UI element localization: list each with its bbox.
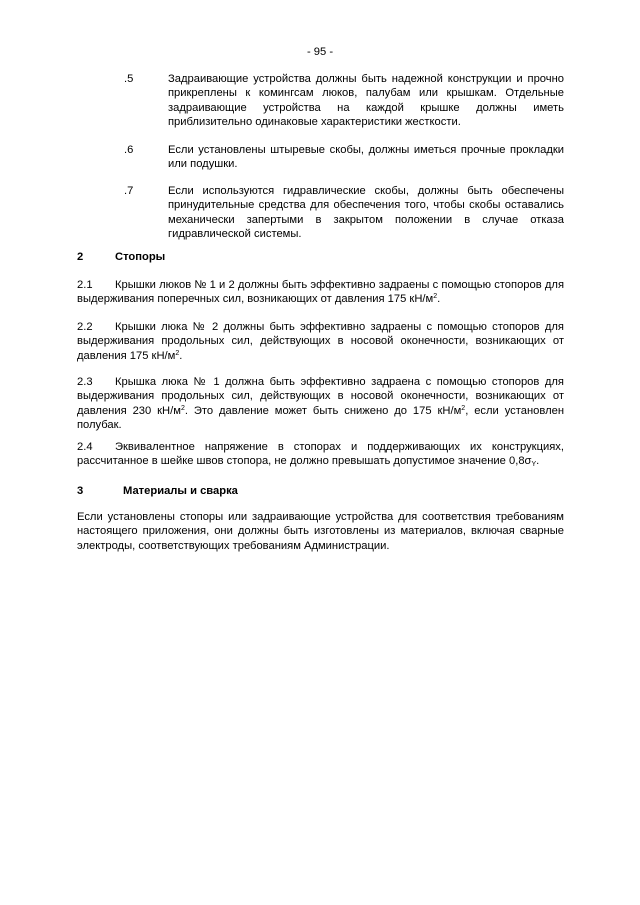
list-item-text: Задраивающие устройства должны быть надежной конструкции и прочно прикреплены к комингсам люков, палубам или крышкам. Отдельные задраивающие устройства на каждой крышке должны иметь приблизительно одинаковые характеристики жесткости.: [168, 73, 564, 128]
paragraph-mid: . Это давление может быть снижено до 175 кН/м: [184, 404, 462, 417]
superscript: 2: [180, 404, 185, 412]
section-number: 3: [77, 485, 84, 497]
paragraph-text: Крышка люка № 1 должна быть эффективно задраена с помощью стопоров для выдерживания продольных сил, действующих в носовой оконечности, возникающих от давления 230 кН/м: [77, 376, 564, 417]
superscript: 2: [461, 404, 466, 412]
paragraph-number: 2.1: [77, 279, 93, 291]
paragraph-number: 2.4: [77, 441, 93, 453]
paragraph: [77, 440, 564, 469]
paragraph-tail: .: [536, 455, 540, 468]
section-number: 2: [77, 251, 84, 263]
superscript: 2: [433, 293, 438, 301]
paragraph-number: 2.2: [77, 321, 93, 333]
paragraph-tail: .: [437, 293, 441, 306]
list-item-number: .7: [124, 185, 134, 197]
paragraph-text: Крышки люка № 2 должны быть эффективно задраены с помощью стопоров для выдерживания продольных сил, действующих в носовой оконечности, возникающих от давления 175 кН/м: [77, 321, 564, 362]
superscript: 2: [175, 349, 180, 357]
subscript: Y: [531, 461, 537, 469]
paragraph-number: 2.3: [77, 376, 93, 388]
list-item-text: Если используются гидравлические скобы, должны быть обеспечены принудительные средства для обеспечения того, чтобы скобы оставались механически запертыми в закрытом положении в случае отказа гидравлической системы.: [168, 185, 564, 240]
paragraph-text: Крышки люков № 1 и 2 должны быть эффективно задраены с помощью стопоров для выдерживания поперечных сил, возникающих от давления 175 кН/м: [77, 279, 564, 306]
paragraph-tail: .: [179, 349, 183, 362]
paragraph: [77, 278, 564, 307]
paragraph-tail: , если установлен полубак.: [77, 404, 565, 431]
page-number: - 95 -: [306, 46, 334, 58]
paragraph: [77, 375, 564, 432]
paragraph-text: Эквивалентное напряжение в стопорах и поддерживающих их конструкциях, рассчитанное в шейке швов стопора, не должно превышать допустимое значение 0,8σ: [77, 441, 564, 468]
section-title: Стопоры: [115, 251, 166, 263]
list-item-number: .5: [124, 73, 134, 85]
paragraph: [77, 320, 564, 363]
list-item-text: Если установлены штыревые скобы, должны иметься прочные прокладки или подушки.: [168, 144, 564, 171]
paragraph: Если установлены стопоры или задраивающие устройства для соответствия требованиям настоящего приложения, они должны быть изготовлены из материалов, включая сварные электроды, соответствующих требованиям Администрации.: [77, 511, 564, 552]
list-item-number: .6: [124, 144, 134, 156]
section-title: Материалы и сварка: [123, 485, 238, 497]
